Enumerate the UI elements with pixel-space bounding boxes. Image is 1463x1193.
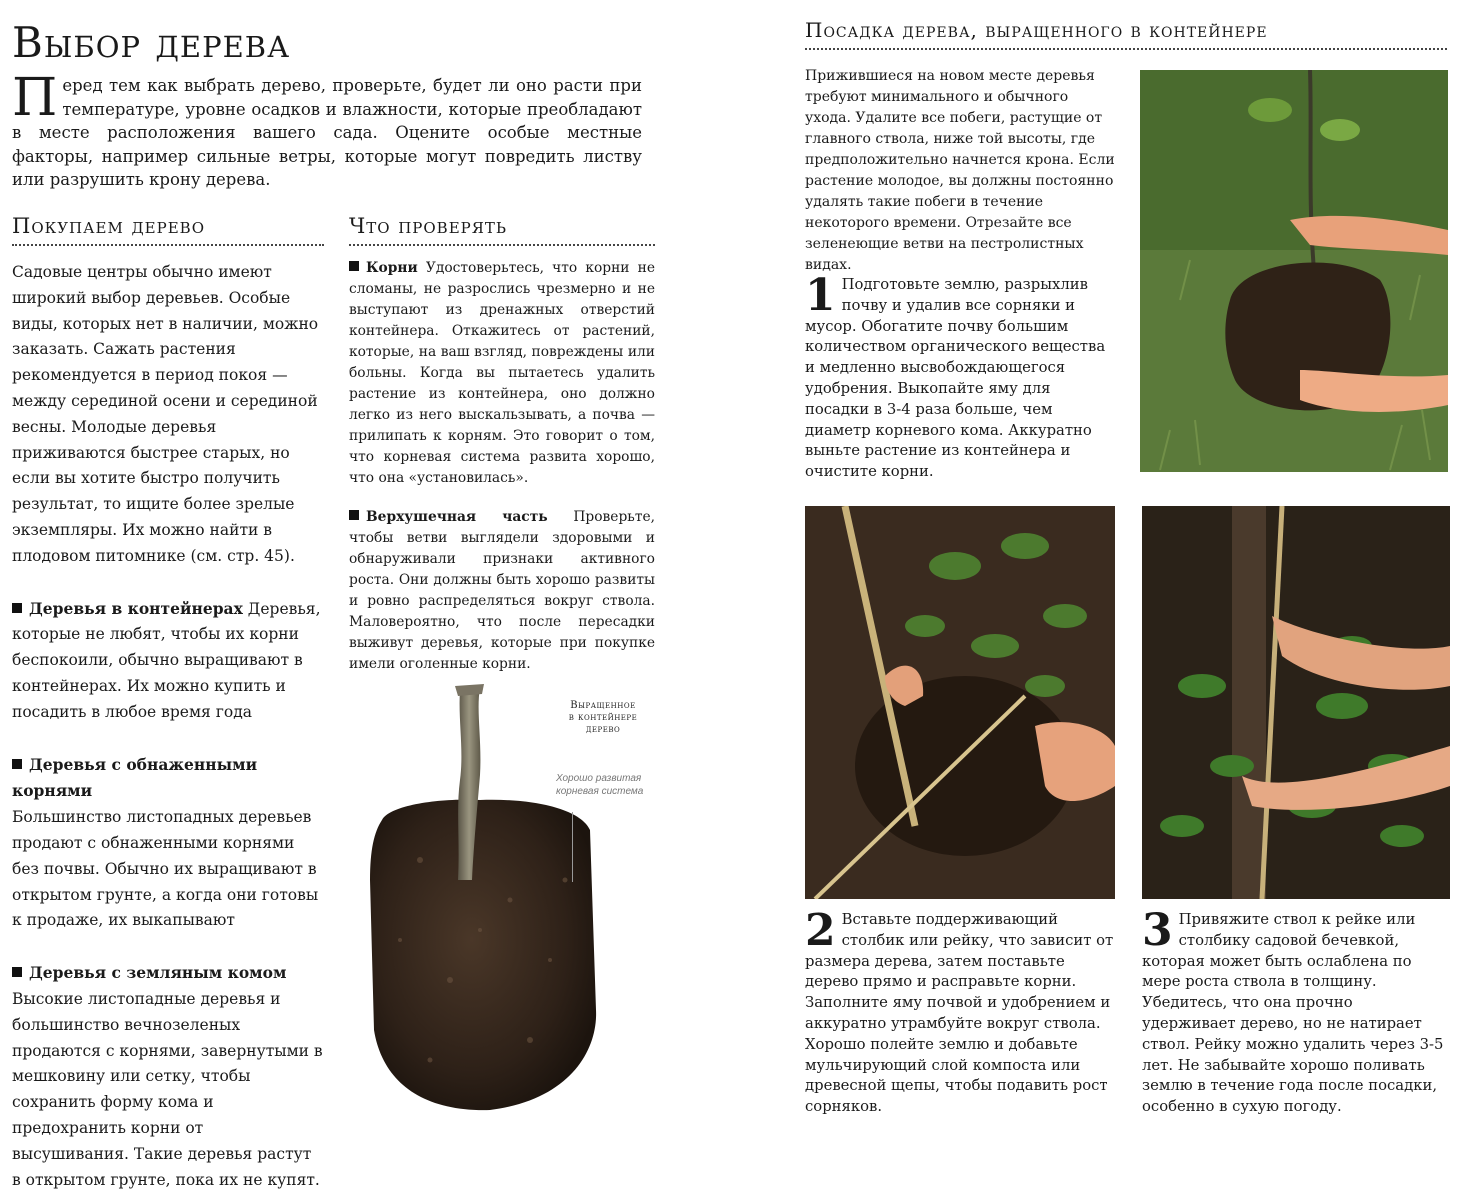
figure-leader-line — [572, 812, 573, 882]
check-crown — [349, 507, 655, 675]
bullet-title: Деревья с земляным комом — [29, 963, 287, 983]
bullet-text: Проверьте, чтобы ветви выглядели здоровыми и обнаруживали признаки активного роста. Они должны быть хорошо развиты и ровно распределяться вокруг ствола. Маловероятно, что после пересадки выживут деревья, которые при покупке имели оголенные корни. — [349, 509, 655, 672]
bullet-bare-root — [12, 752, 324, 935]
step-number: 1 — [805, 270, 836, 321]
step-text: Вставьте поддерживающий столбик или рейку, что зависит от размера дерева, затем поставьте дерево прямо и расправьте корни. Заполните яму почвой и удобрением и аккуратно утрамбуйте вокруг ствола. Хорошо полейте землю и добавьте мульчирующий слой компоста или древесной щепы, чтобы подавить рост сорняков. — [805, 911, 1114, 1116]
bullet-title: Деревья с обнаженными корнями — [12, 754, 258, 801]
page-title: Выбор дерева — [12, 18, 291, 67]
bullet-title: Корни — [366, 260, 418, 276]
planting-heading: Посадка дерева, выращенного в контейнере — [805, 18, 1447, 50]
dropcap: П — [12, 68, 58, 128]
bullet-text: Большинство листопадных деревьев продают с обнаженными корнями без почвы. Обычно их выращивают в открытом грунте, а когда они готовы к продаже, их выкапывают — [12, 808, 319, 930]
check-roots — [349, 258, 655, 489]
buying-section — [12, 214, 324, 1193]
bullet-root-ball — [12, 960, 324, 1193]
bullet-square-icon — [12, 603, 22, 613]
step-1 — [805, 270, 1115, 483]
bullet-text: Удостоверьтесь, что корни не сломаны, не разрослись чрезмерно и не выступают из дренажных отверстий контейнера. Откажитесь от растений, которые, на ваш взгляд, повреждены или больны. Когда вы пытаетесь удалить растение из контейнера, оно должно легко из него выскальзывать, а почва — прилипать к корням. Это говорит о том, что корневая система развита хорошо, что она «установилась». — [349, 260, 655, 486]
photo-root-ball — [1140, 70, 1448, 472]
check-section — [349, 214, 655, 675]
step-3 — [1142, 905, 1448, 1118]
bullet-text: Высокие листопадные деревья и большинство вечнозеленых продаются с корнями, завернутыми в мешковину или сетку, чтобы сохранить форму кома и предохранить корни от высушивания. Такие деревья растут в открытом грунте, пока их не купят. — [12, 989, 323, 1189]
photo-stake-insert — [805, 506, 1115, 899]
bullet-title: Верхушечная часть — [366, 509, 548, 525]
buying-intro: Садовые центры обычно имеют широкий выбор деревьев. Особые виды, которых нет в наличии, можно заказать. Сажать растения рекомендуется в период покоя — между серединой осени и серединой весны. Молодые деревья приживаются быстрее старых, но если вы хотите быстро получить результат, то ищите более зрелые экземпляры. Их можно найти в плодовом питомнике (см. стр. 45). — [12, 263, 319, 565]
intro-paragraph — [12, 68, 642, 192]
step-2 — [805, 905, 1115, 1118]
step-number: 3 — [1142, 905, 1173, 956]
bullet-text: Деревья, которые не любят, чтобы их корни беспокоили, обычно выращивают в контейнерах. Их можно купить и посадить в любое время года — [12, 599, 321, 721]
bullet-square-icon — [349, 261, 359, 271]
intro-text: еред тем как выбрать дерево, проверьте, будет ли оно расти при температуре, уровне осадков и влажности, которые преобладают в месте расположения вашего сада. Оцените особые местные факторы, например сильные ветры, которые могут повредить листву или разрушить крону дерева. — [12, 76, 642, 189]
bullet-square-icon — [12, 759, 22, 769]
step-number: 2 — [805, 905, 836, 956]
check-heading: Что проверять — [349, 214, 655, 246]
step-text: Привяжите ствол к рейке или столбику садовой бечевкой, которая может быть ослаблена по мере роста ствола в толщину. Убедитесь, что она прочно удерживает дерево, но не натирает ствол. Рейку можно удалить через 3-5 лет. Не забывайте хорошо поливать землю в течение года после посадки, особенно в сухую погоду. — [1142, 911, 1444, 1116]
bullet-container-trees — [12, 596, 324, 726]
buying-heading: Покупаем дерево — [12, 214, 324, 246]
planting-intro: Прижившиеся на новом месте деревья требуют минимального и обычного ухода. Удалите все побеги, растущие от главного ствола, ниже той высоты, где предположительно начнется крона. Если растение молодое, вы должны постоянно удалять такие побеги в течение некоторого времени. Отрезайте все зеленеющие ветви на пестролистных видах. — [805, 68, 1115, 273]
container-tree-illustration — [360, 680, 610, 1130]
bullet-title: Деревья в контейнерах — [29, 598, 243, 618]
bullet-square-icon — [349, 510, 359, 520]
figure-label: Выращенное в контейнере дерево — [568, 700, 638, 735]
figure-note: Хорошо развитая корневая система — [556, 773, 644, 797]
bullet-square-icon — [12, 967, 22, 977]
step-text: Подготовьте землю, разрыхлив почву и удалив все сорняки и мусор. Обогатите почву большим количеством органического вещества и медленно высвобождающегося удобрения. Выкопайте яму для посадки в 3-4 раза больше, чем диаметр корневого кома. Аккуратно выньте растение из контейнера и очистите корни. — [805, 276, 1106, 481]
photo-tie-trunk — [1142, 506, 1450, 899]
